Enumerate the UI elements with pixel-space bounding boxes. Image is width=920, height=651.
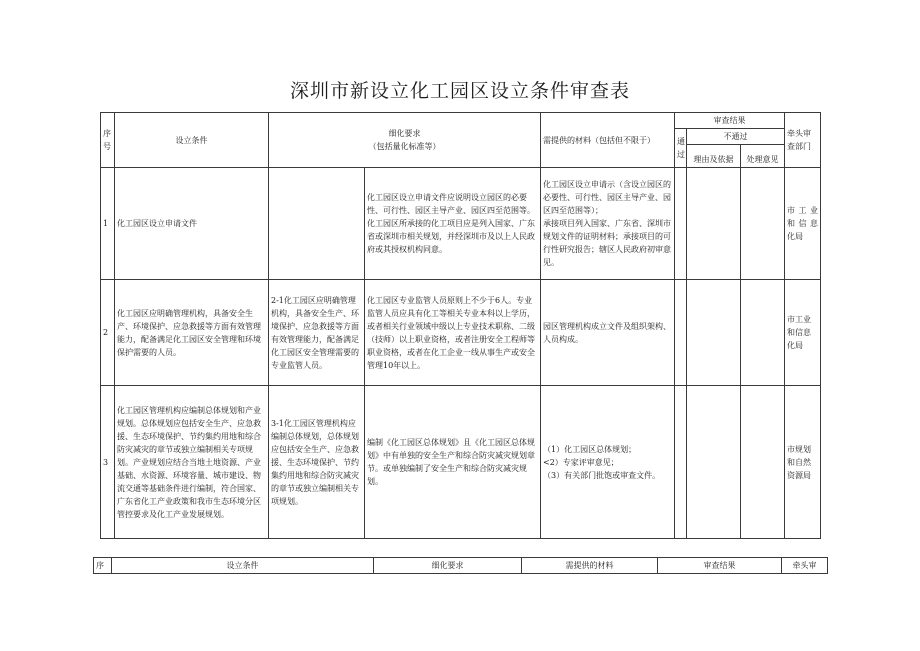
header-reason: 理由及依据 [687, 145, 741, 168]
row-reason [687, 386, 741, 539]
row-materials: 化工园区设立申请示（含设立园区的必要性、可行性、园区主导产业、园区四至范围等）； 承接项目列入国家、广东省、深圳市规划文件的证明材料；承接项目的可行性研究报告；辖区人民政府初审意见。 [541, 168, 675, 280]
row-reason [687, 168, 741, 280]
header-pass: 通 过 [675, 129, 687, 168]
row-dept: 市工业和信息化局 [785, 168, 821, 280]
table-row [101, 280, 821, 386]
second-page-table-header [93, 557, 828, 574]
second-header-detail: 细化要求 [374, 558, 522, 574]
row-condition: 化工园区应明确管理机构，具备安全生产、环境保护、应急救援等方面有效管理能力，配备满足化工园区安全管理和环境保护需要的人员。 [115, 280, 269, 386]
second-header-materials: 需提供的材料 [522, 558, 658, 574]
row-detail-b: 化工园区专业监管人员原则上不少于6人。专业监管人员应具有化工等相关专业本科以上学历，或者相关行业领域中级以上专业技术职称、二级（技师）以上职业资格，或者注册安全工程师等职业资格，或者在化工企业一线从事生产或安全管理10年以上。 [365, 280, 541, 386]
second-header-review-result: 审查结果 [658, 558, 782, 574]
row-reason [687, 280, 741, 386]
row-opinion [741, 386, 785, 539]
row-opinion [741, 280, 785, 386]
table-row [101, 386, 821, 539]
row-dept: 市规划和自然资源局 [785, 386, 821, 539]
row-detail-a: 2-1化工园区应明确管理机构，具备安全生产、环境保护、应急救援等方面有效管理能力，配备满足化工园区安全管理需要的专业监管人员。 [269, 280, 365, 386]
row-materials: （1）化工园区总体规划； <2）专家评审意见； （3）有关部门批饱或审查文件。 [541, 386, 675, 539]
row-opinion [741, 168, 785, 280]
header-seq: 序 号 [101, 113, 115, 168]
row-condition: 化工园区管理机构应编制总体规划和产业规划。总体规划应包括安全生产、应急救援、生态环境保护、节约集约用地和综合防灾减灾的章节或独立编制相关专项规划。产业规划应结合当地土地资源、产业基础、水资源、环境容量、城市建设、物流交通等基础条件进行编制，符合国家、广东省化工产业政策和我市生态环境分区管控要求及化工产业发展规划。 [115, 386, 269, 539]
row-detail-a: 3-1化工园区管理机构应编制总体规划，总体规划应包括安全生产、应急救援、生态环境保护、节约集约用地和综合防灾减灾的章节或独立编制相关专项规划。 [269, 386, 365, 539]
table-header-row-1 [101, 113, 821, 129]
row-materials: 园区管理机构成立文件及组织架构、人员构成。 [541, 280, 675, 386]
row-condition: 化工园区设立申请文件 [115, 168, 269, 280]
row-detail-a [269, 168, 365, 280]
row-detail-b: 化工园区设立申请文件应说明设立园区的必要性、可行性、园区主导产业、园区四至范围等。 化工园区所承接的化工项目应是列入国家、广东省或深圳市相关规划，并经深圳市及以上人民政府或其授权机构同意。 [365, 168, 541, 280]
page-title: 深圳市新设立化工园区设立条件审查表 [289, 80, 630, 102]
header-condition: 设立条件 [115, 113, 269, 168]
table-row [101, 168, 821, 280]
row-seq: 2 [101, 280, 115, 386]
row-pass [675, 280, 687, 386]
header-fail: 不通过 [687, 129, 785, 145]
header-materials: 需提供的材料（包括但不限于） [541, 113, 675, 168]
second-header-condition: 设立条件 [112, 558, 374, 574]
row-dept: 市工业和信息化局 [785, 280, 821, 386]
row-pass [675, 168, 687, 280]
header-detail: 细化要求 （包括量化标准等） [269, 113, 541, 168]
row-seq: 3 [101, 386, 115, 539]
row-seq: 1 [101, 168, 115, 280]
second-header-seq: 序 [94, 558, 112, 574]
review-table [100, 112, 821, 539]
row-detail-b: 编制《化工园区总体规划》且《化工园区总体规划》中有单独的安全生产和综合防灾减灾规划章节。或单独编制了安全生产和综合防灾减灾规划。 [365, 386, 541, 539]
header-review-result: 审查结果 [675, 113, 785, 129]
second-header-lead-dept: 牵头审 [782, 558, 828, 574]
second-header-row [94, 558, 828, 574]
header-opinion: 处理意见 [741, 145, 785, 168]
header-lead-dept: 牵头审 查部门 [785, 113, 821, 168]
row-pass [675, 386, 687, 539]
